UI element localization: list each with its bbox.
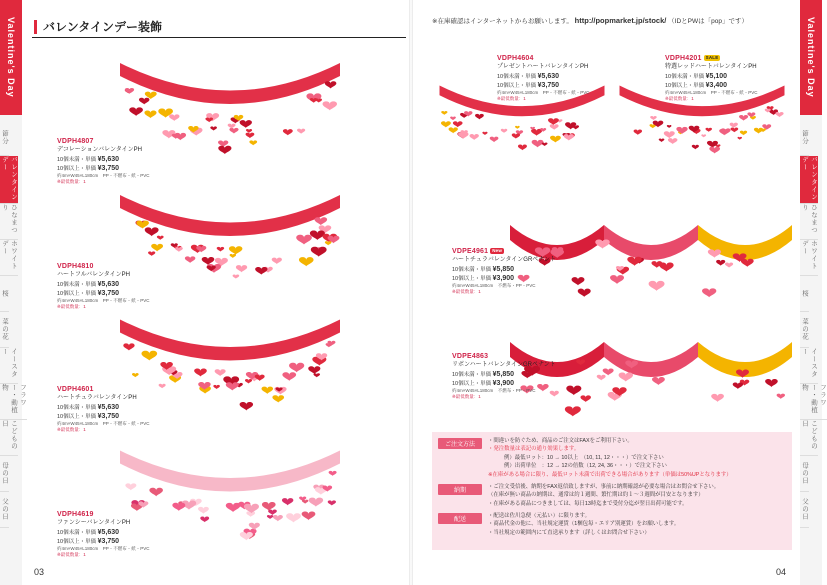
price-value: ¥5,630 — [97, 155, 120, 163]
heart-decoration — [542, 142, 548, 146]
heart-decoration — [245, 379, 252, 384]
price-row: 10個未満・単価 ¥5,850 — [452, 265, 515, 273]
heart-decoration — [267, 515, 273, 519]
side-title-left: Valentine's Day — [0, 0, 22, 115]
heart-decoration — [711, 394, 724, 402]
heart-decoration — [733, 382, 743, 389]
price-value: ¥5,850 — [492, 265, 515, 273]
price-row: 10個未満・単価 ¥5,630 — [57, 528, 120, 536]
product-code: VDPH4601 — [57, 386, 94, 393]
heart-decoration — [198, 507, 209, 514]
heart-decoration — [676, 127, 687, 134]
heart-decoration — [213, 385, 220, 389]
price-row: 10個以上・単価 ¥3,900 — [452, 379, 515, 387]
heart-decoration — [132, 373, 139, 377]
stock-url-link[interactable]: http://popmarket.jp/stock/ — [574, 16, 667, 25]
heart-decoration — [169, 114, 179, 121]
heart-decoration — [531, 129, 542, 136]
left-side-tabs — [0, 0, 26, 585]
product-spec: 約4m×W45×L180cm 不燃布・PP・PVC — [452, 388, 536, 394]
heart-decoration — [302, 500, 308, 504]
tab-kodomo-r[interactable]: こどもの日 — [800, 420, 818, 456]
stock-note-suffix: （IDとPWは「pop」です） — [668, 18, 748, 25]
price-value: ¥5,630 — [97, 528, 120, 536]
product-name: ファンシーバレンタインPH — [57, 520, 131, 527]
product-label — [57, 137, 150, 186]
product-spec: 約4m×W45×L180cm PP・不燃布・紙・PVC — [57, 421, 150, 427]
heart-decoration — [185, 256, 196, 263]
heart-decoration — [725, 262, 733, 267]
heart-decoration — [667, 125, 672, 128]
order-method-tag: ご注文方法 — [438, 438, 482, 449]
heart-decoration — [157, 236, 164, 240]
order-shipping-row — [438, 512, 786, 537]
product-spec: 約4m×W45×L180cm PP・不燃布・紙・PVC — [57, 546, 150, 552]
heart-decoration — [151, 244, 163, 252]
stock-note — [432, 16, 748, 25]
heart-decoration — [286, 513, 301, 522]
heart-decoration — [565, 406, 581, 416]
order-info-box — [432, 432, 792, 550]
page-number-left: 03 — [34, 567, 45, 577]
side-title-right: Valentine's Day — [800, 0, 822, 115]
heart-decoration — [282, 372, 296, 381]
right-side-tabs — [800, 0, 826, 585]
heart-decoration — [610, 275, 624, 284]
product-spec: 約4m×W45×L180cm PP・不燃布・紙・PVC — [497, 90, 590, 96]
heart-decoration — [775, 112, 783, 117]
garland-band — [120, 451, 340, 492]
heart-decoration — [255, 267, 267, 275]
tab-whiteday-r[interactable]: ホワイトデー — [800, 240, 818, 276]
product-label — [452, 247, 556, 296]
heart-decoration — [210, 126, 217, 130]
heart-decoration — [240, 402, 253, 411]
product-stock: ※最低数量：1 — [57, 427, 86, 433]
heart-decoration — [649, 281, 665, 291]
heart-decoration — [226, 503, 241, 512]
heart-decoration — [249, 140, 257, 145]
product-name: リボンハートバレンタインGRペナント — [452, 362, 556, 369]
heart-decoration — [475, 114, 484, 120]
heading-text: バレンタインデー装飾 — [43, 20, 162, 34]
price-row: 10個以上・単価 ¥3,900 — [452, 274, 515, 282]
product-code: VDPH4810 — [57, 263, 94, 270]
heart-decoration — [550, 124, 559, 130]
heart-decoration — [296, 235, 312, 245]
product-label — [57, 510, 150, 559]
heart-decoration — [441, 121, 451, 127]
order-method-row — [438, 437, 786, 479]
product-spec: 約4m×W45×L180cm PP・不燃布・紙・PVC — [57, 298, 150, 304]
heart-decoration — [217, 247, 225, 252]
price-value: ¥5,100 — [705, 72, 728, 80]
price-row: 10個未満・単価 ¥5,630 — [57, 403, 120, 411]
product-stock: ※最低数量：1 — [452, 394, 481, 400]
product-label — [57, 385, 150, 434]
tab-hinamatsuri[interactable]: ひなまつり — [0, 204, 18, 240]
heart-decoration — [659, 138, 665, 142]
heart-decoration — [705, 128, 711, 132]
heart-decoration — [145, 227, 159, 236]
left-tab-list — [0, 120, 26, 528]
heart-decoration — [202, 257, 215, 265]
heart-decoration — [664, 131, 675, 138]
price-value: ¥3,750 — [97, 289, 120, 297]
heart-decoration — [709, 147, 720, 154]
price-value: ¥3,750 — [97, 412, 120, 420]
order-shipping-tag: 配送 — [438, 513, 482, 524]
tab-whiteday[interactable]: ホワイトデー — [0, 240, 18, 276]
price-value: ¥5,630 — [97, 403, 120, 411]
heart-decoration — [532, 140, 544, 148]
price-value: ¥3,900 — [492, 379, 515, 387]
tab-chichi-r[interactable]: 父の日 — [800, 492, 809, 528]
product-stock: ※最低数量：1 — [452, 289, 481, 295]
heart-decoration — [668, 138, 678, 144]
heart-decoration — [194, 368, 207, 376]
heart-decoration — [272, 395, 284, 402]
heart-decoration — [123, 343, 134, 350]
heart-decoration — [297, 129, 305, 134]
heart-decoration — [634, 130, 643, 135]
heart-decoration — [159, 384, 166, 389]
product-spec: 約4m×W45×L180cm 不燃布・PP・PVC — [452, 283, 536, 289]
heart-decoration — [129, 107, 143, 116]
heart-decoration — [144, 110, 156, 118]
product-code: VDPE4863 — [452, 353, 489, 360]
page-heading — [32, 16, 406, 38]
tab-nanohana-r[interactable]: 菜の花 — [800, 312, 809, 348]
heart-decoration — [229, 128, 238, 134]
product-code: VDPH4619 — [57, 511, 94, 518]
price-value: ¥3,900 — [492, 274, 515, 282]
heart-decoration — [228, 124, 236, 129]
heart-decoration — [268, 510, 277, 516]
heart-decoration — [449, 127, 458, 133]
heart-decoration — [512, 133, 520, 138]
heart-decoration — [310, 230, 325, 240]
heart-decoration — [323, 101, 337, 110]
tab-valentine[interactable]: バレンタインデー — [0, 156, 18, 204]
heart-decoration — [659, 263, 673, 272]
tab-nanohana[interactable]: 菜の花 — [0, 312, 9, 348]
heart-decoration — [215, 369, 226, 376]
price-row: 10個未満・単価 ¥5,630 — [57, 155, 120, 163]
tab-haha-r[interactable]: 母の日 — [800, 456, 809, 492]
heart-decoration — [441, 111, 447, 115]
product-code: VDPH4807 — [57, 138, 94, 145]
heart-decoration — [603, 368, 614, 375]
heart-decoration — [308, 366, 320, 374]
heart-decoration — [627, 257, 641, 266]
tab-chichi[interactable]: 父の日 — [0, 492, 9, 528]
heart-decoration — [315, 217, 328, 225]
heart-decoration — [550, 136, 561, 143]
price-row: 10個以上・単価 ¥3,750 — [497, 81, 560, 89]
order-delivery-text: ・ご注文受信後、納期をFAX返信致しますが、事前に納期確認が必要な場合はお問合せ下さい。 （在庫が無い商品の納期は、通常は約１週間、繁忙期は約１～３週間が目安となります） ・在庫がある商品につきましては、毎日13時迄まで受付分迄が翌日出荷可能です。 — [488, 483, 720, 507]
product-code: VDPH4201 SALE — [665, 55, 719, 62]
heart-decoration — [139, 98, 149, 105]
tab-valentine-r[interactable]: バレンタインデー — [800, 156, 818, 204]
heart-decoration — [765, 379, 778, 387]
heart-decoration — [501, 129, 508, 133]
heart-decoration — [246, 129, 252, 133]
right-tab-list — [800, 120, 826, 528]
tab-sakura-r[interactable]: 桜 — [800, 276, 809, 312]
heart-decoration — [262, 502, 276, 511]
product-name: ハートチュラバレンタインGRペナント — [452, 257, 557, 264]
heart-decoration — [777, 394, 785, 399]
product-name: デコレーションバレンタインPH — [57, 147, 142, 154]
product-code: VDPH4604 — [497, 55, 534, 62]
product-label — [57, 262, 150, 311]
tab-flower-r[interactable]: フラワー・動植物 — [800, 384, 827, 420]
product-spec: 約4m×W45×L180cm PP・不燃布・紙・PVC — [665, 90, 758, 96]
heart-decoration — [702, 288, 716, 297]
heart-decoration — [148, 251, 155, 256]
product-label — [452, 352, 556, 401]
order-shipping-text: ・配送は佐川急便（元払い）に限ります。 ・商品代金の他に、当社規定運賃（1梱包毎・エリア別運賃）をお願いします。 ・当社規定の範囲内にて直送承ります（詳しくはお問合せ下さい） — [488, 513, 680, 536]
heart-decoration — [453, 121, 463, 127]
heart-decoration — [328, 500, 336, 505]
heart-decoration — [273, 515, 283, 521]
tab-sakura[interactable]: 桜 — [0, 276, 9, 312]
heart-decoration — [289, 363, 304, 373]
heart-decoration — [233, 275, 240, 279]
heart-decoration — [450, 117, 456, 121]
price-row: 10個未満・単価 ¥5,630 — [497, 72, 560, 80]
order-delivery-tag: 納期 — [438, 484, 482, 495]
product-spec: 約4m×W45×L180cm PP・不燃布・紙・PVC — [57, 173, 150, 179]
sale-badge: SALE — [705, 55, 719, 61]
heart-decoration — [325, 241, 332, 245]
product-stock: ※最低数量：1 — [57, 304, 86, 310]
garland-band — [120, 63, 340, 104]
heart-decoration — [572, 277, 585, 285]
price-row: 10個以上・単価 ¥3,750 — [57, 412, 120, 420]
heart-decoration — [125, 483, 136, 490]
heart-decoration — [283, 129, 293, 135]
heart-decoration — [246, 133, 255, 139]
heart-decoration — [730, 123, 738, 128]
price-row: 10個未満・単価 ¥5,100 — [665, 72, 728, 80]
product-code: VDPE4961 New — [452, 248, 503, 255]
heart-decoration — [229, 246, 242, 255]
price-value: ¥5,630 — [537, 72, 560, 80]
product-stock: ※最低数量：1 — [665, 96, 694, 102]
heart-decoration — [125, 88, 134, 94]
heart-decoration — [739, 115, 748, 121]
price-value: ¥3,750 — [97, 164, 120, 172]
product-name: ハートチュラバレンタインPH — [57, 395, 137, 402]
price-value: ¥5,630 — [97, 280, 120, 288]
heart-decoration — [518, 145, 527, 151]
tab-haha[interactable]: 母の日 — [0, 456, 9, 492]
heart-decoration — [737, 137, 742, 140]
heart-decoration — [741, 259, 754, 267]
product-label — [497, 54, 590, 103]
product-name: ハートフルバレンタインPH — [57, 272, 130, 279]
price-value: ¥3,750 — [97, 537, 120, 545]
book-gutter — [409, 0, 413, 585]
tab-setsubun-r[interactable]: 節分 — [800, 120, 809, 156]
heart-decoration — [141, 351, 157, 361]
price-value: ¥5,850 — [492, 370, 515, 378]
order-method-text: ・間違いを防ぐため、商品のご注文はFAXをご利用下さい。 ・発注数量は表記の通り効果します。 例）最低ロット：10 → 10以上 （10, 11, 12・・・）で注文下さい 例）出荷単位 ：12 → 12の倍数（12, 24, 36・・・）で注文下さい ※在庫がある場合に限り、最低ロット未満で出荷できる場合があります（単価は50%UPとなります） — [488, 438, 732, 478]
heart-decoration — [302, 511, 316, 520]
heart-decoration — [566, 386, 581, 396]
heart-decoration — [515, 126, 520, 129]
price-value: ¥3,750 — [537, 81, 560, 89]
heart-decoration — [572, 125, 579, 129]
heart-decoration — [249, 523, 260, 530]
heart-decoration — [578, 289, 591, 297]
product-label — [665, 54, 758, 103]
heart-decoration — [650, 116, 657, 120]
heart-decoration — [692, 145, 699, 150]
price-value: ¥3,400 — [705, 81, 728, 89]
product-stock: ※最低数量：1 — [497, 96, 526, 102]
heart-decoration — [240, 120, 252, 128]
heart-decoration — [329, 471, 337, 476]
heart-decoration — [701, 134, 706, 137]
heading-bar — [34, 20, 37, 34]
price-row: 10個以上・単価 ¥3,750 — [57, 164, 120, 172]
heart-decoration — [230, 254, 236, 258]
heart-decoration — [282, 498, 293, 505]
order-delivery-row — [438, 483, 786, 508]
stock-note-text: ※在庫確認はインターネットからお願いします。 — [432, 18, 573, 25]
product-stock: ※最低数量：1 — [57, 179, 86, 185]
price-row: 10個以上・単価 ¥3,750 — [57, 289, 120, 297]
heart-decoration — [716, 260, 725, 266]
heart-decoration — [597, 375, 606, 381]
heart-decoration — [548, 118, 559, 125]
price-row: 10個未満・単価 ¥5,850 — [452, 370, 515, 378]
tab-easter[interactable]: イースター — [0, 348, 18, 384]
product-name: プレゼントハートバレンタインPH — [497, 64, 589, 71]
heart-decoration — [740, 131, 747, 136]
tab-kodomo[interactable]: こどもの日 — [0, 420, 18, 456]
heart-decoration — [218, 146, 231, 154]
heart-decoration — [149, 488, 163, 497]
tab-hinamatsuri-r[interactable]: ひなまつり — [800, 204, 818, 240]
heart-decoration — [309, 498, 323, 507]
heart-decoration — [652, 377, 665, 385]
heart-decoration — [619, 373, 633, 382]
heart-decoration — [490, 137, 499, 143]
price-row: 10個未満・単価 ¥5,630 — [57, 280, 120, 288]
price-row: 10個以上・単価 ¥3,400 — [665, 81, 728, 89]
heart-decoration — [262, 387, 274, 394]
heart-decoration — [469, 134, 478, 140]
heart-decoration — [236, 265, 247, 272]
heart-decoration — [730, 127, 738, 132]
product-name: 特選レッドハートバレンタインPH — [665, 64, 757, 71]
heart-decoration — [313, 373, 320, 377]
heart-decoration — [299, 257, 314, 266]
tab-easter-r[interactable]: イースター — [800, 348, 818, 384]
product-stock: ※最低数量：1 — [57, 552, 86, 558]
heart-decoration — [580, 395, 590, 402]
heart-decoration — [244, 504, 259, 514]
new-badge: New — [492, 248, 503, 254]
heart-decoration — [482, 132, 487, 135]
heart-decoration — [325, 81, 337, 88]
pennant-swag — [604, 342, 698, 377]
heart-decoration — [272, 258, 282, 265]
tab-flower[interactable]: フラワー・動植物 — [0, 384, 27, 420]
pennant-swag — [604, 225, 698, 260]
price-row: 10個以上・単価 ¥3,750 — [57, 537, 120, 545]
page-number-right: 04 — [776, 567, 787, 577]
tab-setsubun[interactable]: 節分 — [0, 120, 9, 156]
heart-decoration — [200, 517, 209, 523]
